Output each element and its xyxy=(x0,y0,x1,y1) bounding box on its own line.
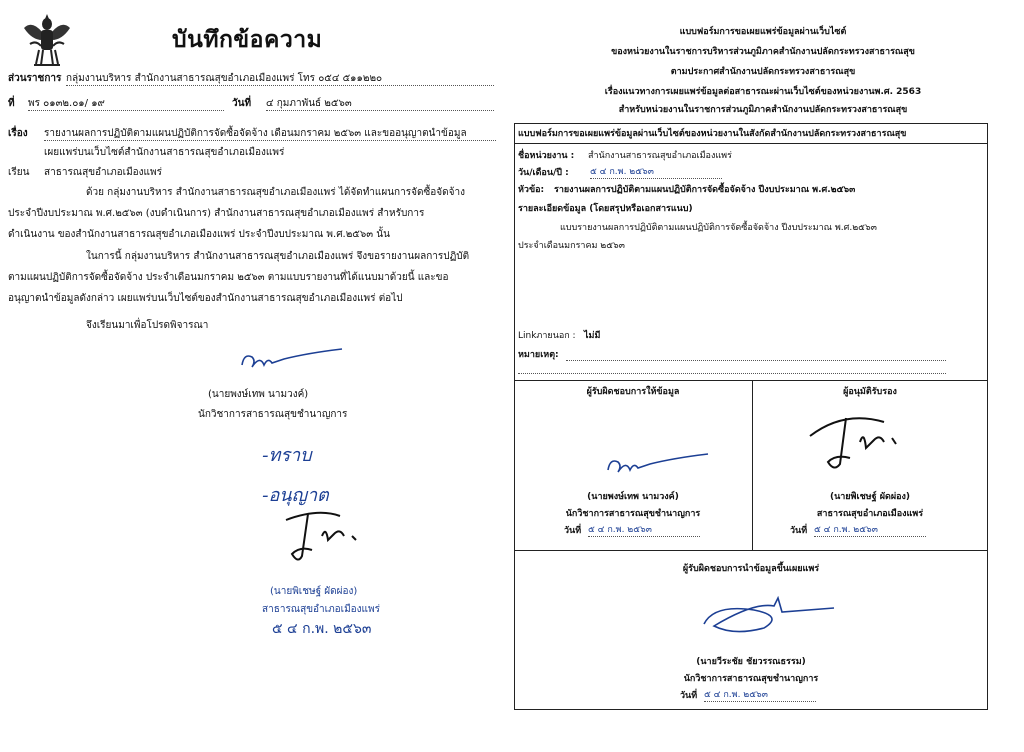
signature-2-icon xyxy=(278,506,378,568)
para1-line-3: ดำเนินงาน ของสำนักงานสาธารณสุขอำเภอเมืองแพร่ ประจำปีงบประมาณ พ.ศ.๒๕๖๓ นั้น xyxy=(8,229,390,240)
approver-signature-icon xyxy=(804,404,914,476)
sign-section-divider xyxy=(514,380,988,381)
approver-position: สาธารณสุขอำเภอเมืองแพร่ xyxy=(816,509,924,519)
ref-value: พร ๐๑๓๒.๐๑/ ๑๙ xyxy=(28,97,224,111)
topic-value: รายงานผลการปฏิบัติตามแผนปฏิบัติการจัดซื้อจัดจ้าง ปีงบประมาณ พ.ศ.๒๕๖๓ xyxy=(554,185,856,195)
unit-value: สำนักงานสาธารณสุขอำเภอเมืองแพร่ xyxy=(588,151,732,161)
date-value: ๔ กุมภาพันธ์ ๒๕๖๓ xyxy=(266,97,494,111)
form-header-4: เรื่องแนวทางการเผยแพร่ข้อมูลต่อสาธารณะผ่านเว็บไซต์ของหน่วยงานพ.ศ. 2563 xyxy=(604,87,922,97)
form-header-2: ของหน่วยงานในราชการบริหารส่วนภูมิภาคสำนักงานปลัดกระทรวงสาธารณสุข xyxy=(611,47,915,57)
subject-line-2: เผยแพร่บนเว็บไซต์สำนักงานสาธารณสุขอำเภอเมืองแพร่ xyxy=(44,147,285,158)
subject-label: เรื่อง xyxy=(8,128,28,139)
provider-signature-icon xyxy=(604,452,714,480)
approver-name: (นายพิเชษฐ์ ผัดผ่อง) xyxy=(829,492,911,502)
para1-line-2: ประจำปีงบประมาณ พ.ศ.๒๕๖๓ (งบดำเนินการ) สำนักงานสาธารณสุขอำเภอเมืองแพร่ สำหรับการ xyxy=(8,208,425,219)
para2-line-1: ในการนี้ กลุ่มงานบริหาร สำนักงานสาธารณสุขอำเภอเมืองแพร่ จึงขอรายงานผลการปฏิบัติ xyxy=(86,251,470,262)
date-value: ๕ ๔ ก.พ. ๒๕๖๓ xyxy=(590,166,722,179)
para2-line-2: ตามแผนปฏิบัติการจัดซื้อจัดจ้าง ประจำเดือนมกราคม ๒๕๖๓ ตามแบบรายงานที่ได้แนบมาด้วยนี้ และขอ xyxy=(8,272,449,283)
agency-value: กลุ่มงานบริหาร สำนักงานสาธารณสุขอำเภอเมืองแพร่ โทร ๐๕๔ ๕๑๑๒๒๐ xyxy=(66,72,494,86)
signer-1-position: นักวิชาการสาธารณสุขชำนาญการ xyxy=(198,409,348,420)
to-label: เรียน xyxy=(8,167,30,178)
signer-2-name: (นายพิเชษฐ์ ผัดผ่อง) xyxy=(270,586,358,597)
signature-1-icon xyxy=(238,347,348,375)
box-title-divider xyxy=(514,143,988,144)
garuda-emblem-icon xyxy=(22,10,72,68)
detail-label: รายละเอียดข้อมูล (โดยสรุปหรือเอกสารแนบ) xyxy=(518,204,693,214)
publisher-heading: ผู้รับผิดชอบการนำข้อมูลขึ้นเผยแพร่ xyxy=(682,564,820,574)
signer-2-date-stamp: ๕ ๔ ก.พ. ๒๕๖๓ xyxy=(272,621,372,637)
provider-date-label: วันที่ xyxy=(564,526,582,536)
signer-1-name: (นายพงษ์เทพ นามวงค์) xyxy=(208,389,309,400)
unit-label: ชื่อหน่วยงาน : xyxy=(518,151,575,161)
provider-position: นักวิชาการสาธารณสุขชำนาญการ xyxy=(565,509,701,519)
detail-line-2: ประจำเดือนมกราคม ๒๕๖๓ xyxy=(518,241,625,251)
para2-line-3: อนุญาตนำข้อมูลดังกล่าว เผยแพร่บนเว็บไซต์ของสำนักงานสาธารณสุขอำเภอเมืองแพร่ ต่อไป xyxy=(8,293,403,304)
ref-label: ที่ xyxy=(8,98,15,109)
approver-date: ๕ ๔ ก.พ. ๒๕๖๓ xyxy=(814,524,926,537)
remark-line-2 xyxy=(518,373,946,374)
provider-date: ๕ ๔ ก.พ. ๒๕๖๓ xyxy=(588,524,700,537)
publisher-section-divider xyxy=(514,550,988,551)
detail-line-1: แบบรายงานผลการปฏิบัติตามแผนปฏิบัติการจัดซื้อจัดจ้าง ปีงบประมาณ พ.ศ.๒๕๖๓ xyxy=(560,223,877,233)
memo-page xyxy=(0,0,504,752)
provider-heading: ผู้รับผิดชอบการให้ข้อมูล xyxy=(586,387,680,397)
provider-name: (นายพงษ์เทพ นามวงค์) xyxy=(587,492,679,502)
agency-label: ส่วนราชการ xyxy=(8,73,62,84)
form-header-1: แบบฟอร์มการขอเผยแพร่ข้อมูลผ่านเว็บไซต์ xyxy=(679,27,847,37)
publisher-name: (นายวีระชัย ชัยวรรณธรรม) xyxy=(696,657,806,667)
link-label: Linkภายนอก : xyxy=(518,331,576,341)
date-label: วัน/เดือน/ปี : xyxy=(518,168,569,178)
approver-date-label: วันที่ xyxy=(790,526,808,536)
form-header-3: ตามประกาศสำนักงานปลัดกระทรวงสาธารณสุข xyxy=(670,67,856,77)
handwritten-note-2: -อนุญาต xyxy=(262,485,329,506)
link-value: ไม่มี xyxy=(584,331,601,341)
publisher-position: นักวิชาการสาธารณสุขชำนาญการ xyxy=(683,674,819,684)
publisher-date-label: วันที่ xyxy=(680,691,698,701)
remark-line-1 xyxy=(566,360,946,361)
sign-section-vdivider xyxy=(752,380,753,550)
publisher-date: ๕ ๔ ก.พ. ๒๕๖๓ xyxy=(704,689,816,702)
memo-title: บันทึกข้อความ xyxy=(172,27,323,53)
topic-label: หัวข้อ: xyxy=(518,185,545,195)
form-header-5: สำหรับหน่วยงานในราชการส่วนภูมิภาคสำนักงานปลัดกระทรวงสาธารณสุข xyxy=(618,105,908,115)
to-value: สาธารณสุขอำเภอเมืองแพร่ xyxy=(44,167,162,178)
approver-heading: ผู้อนุมัติรับรอง xyxy=(843,387,897,397)
handwritten-note-1: -ทราบ xyxy=(262,445,312,466)
publisher-signature-icon xyxy=(694,596,844,636)
para1-line-1: ด้วย กลุ่มงานบริหาร สำนักงานสาธารณสุขอำเภอเมืองแพร่ ได้จัดทำแผนการจัดซื้อจัดจ้าง xyxy=(86,187,465,198)
box-title: แบบฟอร์มการขอเผยแพร่ข้อมูลผ่านเว็บไซต์ของหน่วยงานในสังกัดสำนักงานปลัดกระทรวงสาธารณสุข xyxy=(518,129,907,139)
date-label: วันที่ xyxy=(232,98,252,109)
closing-text: จึงเรียนมาเพื่อโปรดพิจารณา xyxy=(86,320,209,331)
remark-label: หมายเหตุ: xyxy=(518,350,559,360)
signer-2-position: สาธารณสุขอำเภอเมืองแพร่ xyxy=(262,604,380,615)
subject-line-1: รายงานผลการปฏิบัติตามแผนปฏิบัติการจัดซื้อจัดจ้าง เดือนมกราคม ๒๕๖๓ และขออนุญาตนำข้อมูล xyxy=(44,127,496,141)
form-page xyxy=(504,0,1024,752)
